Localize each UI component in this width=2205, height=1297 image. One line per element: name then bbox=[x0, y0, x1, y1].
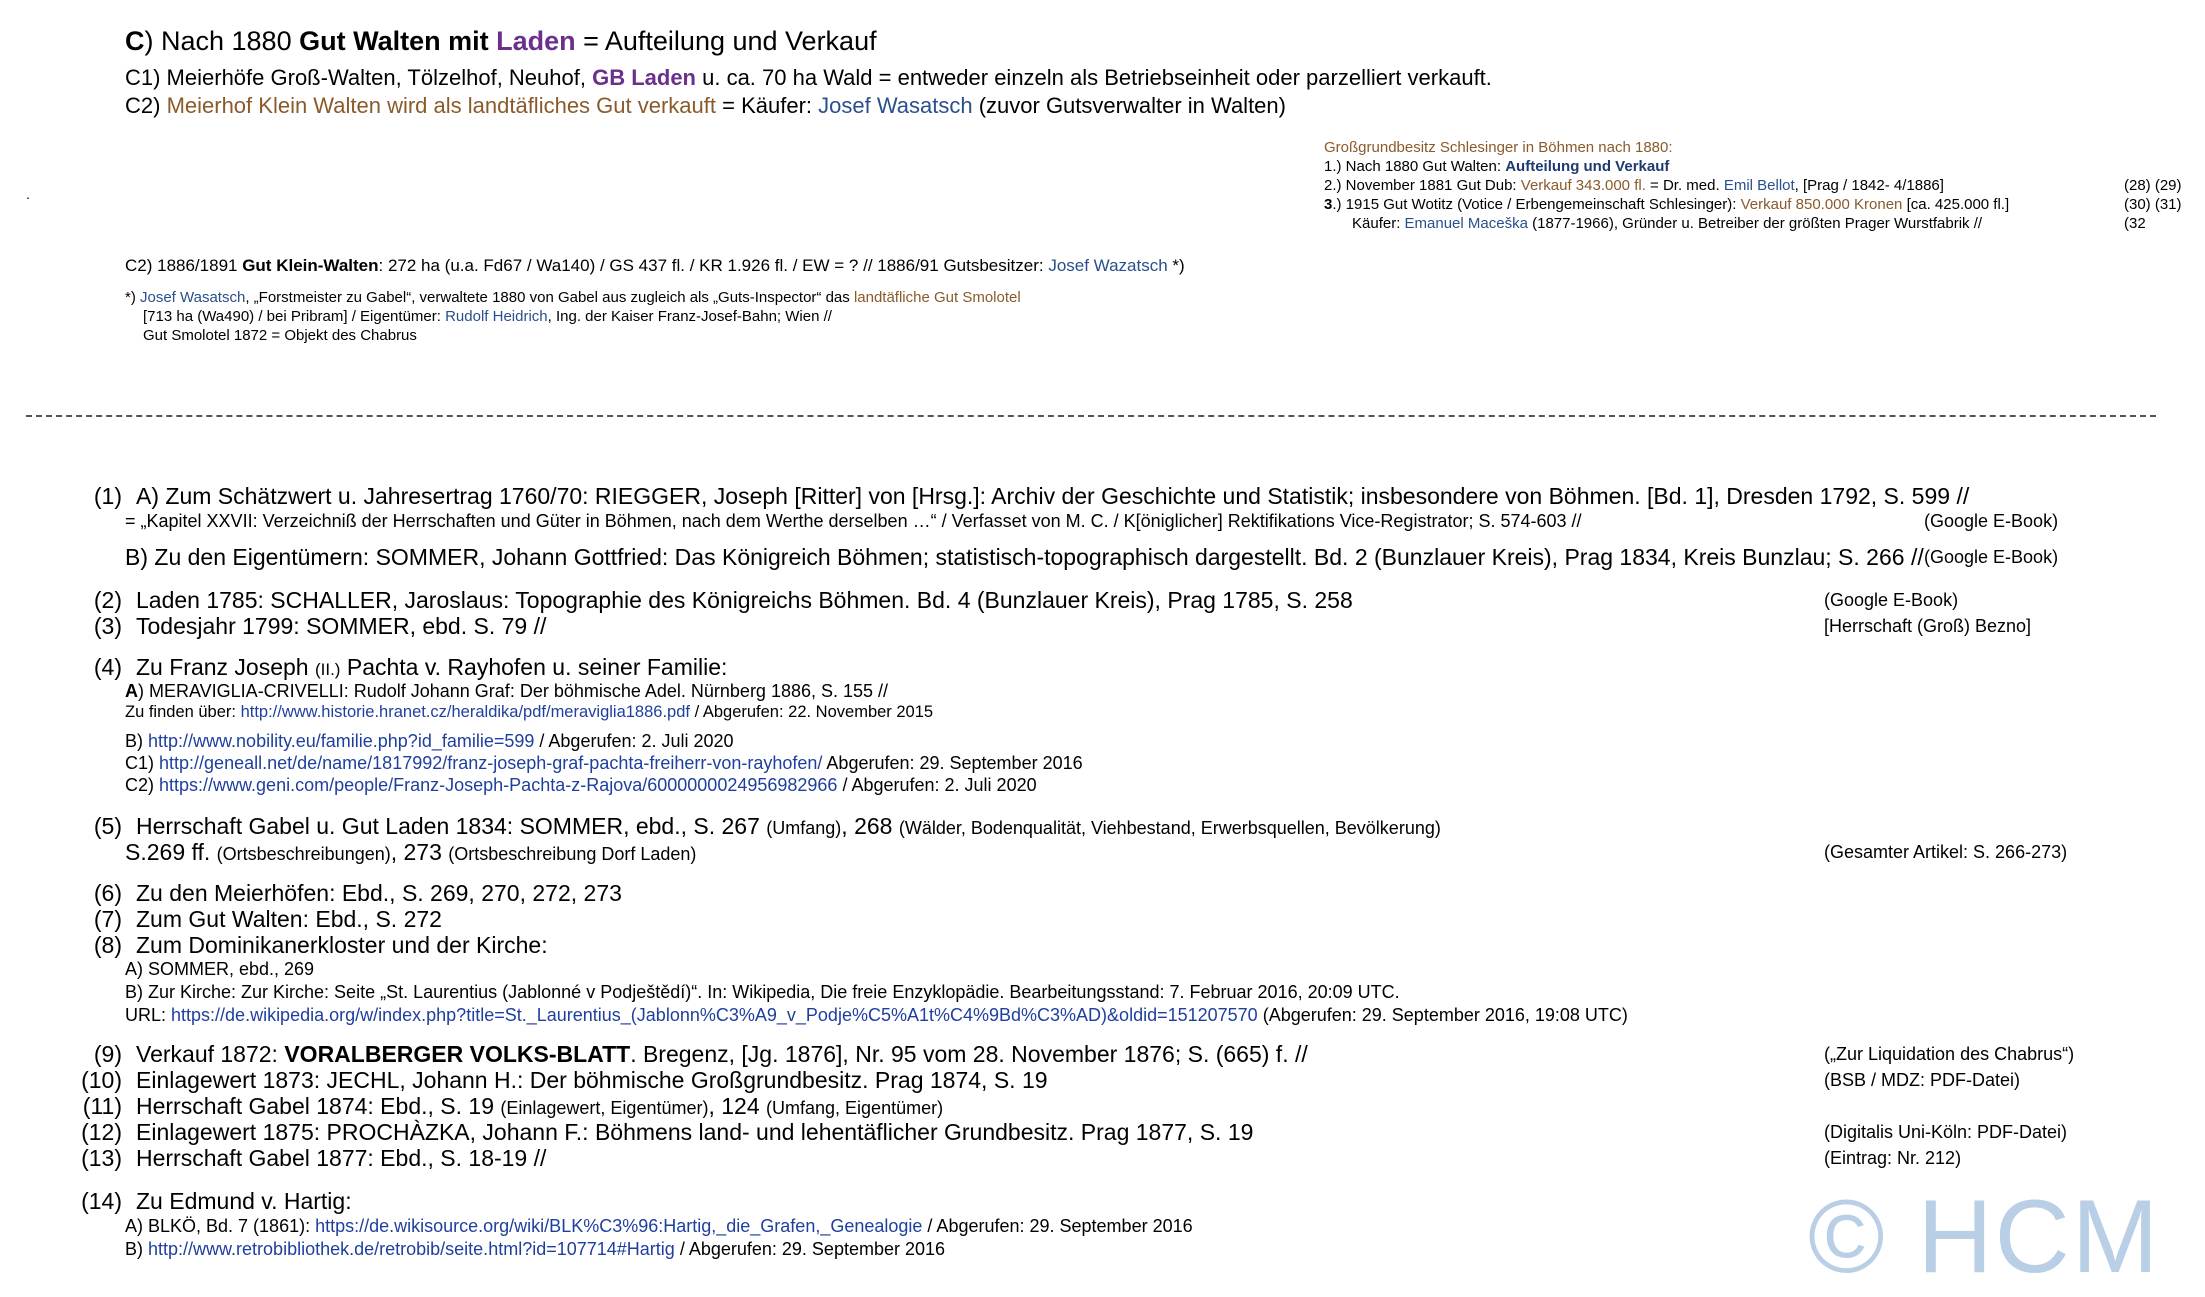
ref-5: (5) Herrschaft Gabel u. Gut Laden 1834: SOMMER, ebd., S. 267 (Umfang), 268 (Wälder, Bodenqualität, Viehbestand, Erwerbsquellen, Bevölkerung) bbox=[93, 813, 1441, 839]
ref-2-note: (Google E-Book) bbox=[1824, 590, 1959, 610]
sidebox-line-2: 2.) November 1881 Gut Dub: Verkauf 343.000 fl. = Dr. med. Emil Bellot, [Prag / 1842- 4/1886] bbox=[1324, 177, 1944, 194]
c1-line: C1) Meierhöfe Groß-Walten, Tölzelhof, Neuhof, GB Laden u. ca. 70 ha Wald = entweder einzeln als Betriebseinheit oder parzelliert verkauft. bbox=[125, 65, 1492, 90]
ref-4-c1-link[interactable]: http://geneall.net/de/name/1817992/franz-joseph-graf-pachta-freiherr-von-rayhofen/ bbox=[159, 753, 823, 773]
ref-8-link[interactable]: https://de.wikipedia.org/w/index.php?title=St._Laurentius_(Jablonn%C3%A9_v_Podje%C5%A1t%C4%9Bd%C3%AD)&oldid=151207570 bbox=[171, 1005, 1258, 1025]
ref-8: (8) Zum Dominikanerkloster und der Kirche: bbox=[93, 932, 548, 958]
ref-10-note: (BSB / MDZ: PDF-Datei) bbox=[1824, 1070, 2021, 1090]
ref-14-a: A) BLKÖ, Bd. 7 (1861): https://de.wikisource.org/wiki/BLK%C3%96:Hartig,_die_Grafen,_Genealogie / Abgerufen: 29. September 2016 bbox=[125, 1216, 1193, 1236]
ref-13: (13) Herrschaft Gabel 1877: Ebd., S. 18-19 // bbox=[81, 1145, 547, 1171]
ref-4-b: B) http://www.nobility.eu/familie.php?id_familie=599 / Abgerufen: 2. Juli 2020 bbox=[125, 731, 734, 751]
copyright-watermark: © HCM bbox=[1808, 1179, 2161, 1295]
ref-4-c1: C1) http://geneall.net/de/name/1817992/franz-joseph-graf-pachta-freiherr-von-rayhofen/ Abgerufen: 29. September 2016 bbox=[125, 753, 1083, 773]
ref-7: (7) Zum Gut Walten: Ebd., S. 272 bbox=[93, 906, 442, 932]
ref-4-a-link[interactable]: http://www.historie.hranet.cz/heraldika/pdf/meraviglia1886.pdf bbox=[240, 703, 690, 721]
ref-12-note: (Digitalis Uni-Köln: PDF-Datei) bbox=[1824, 1122, 2068, 1142]
c2-detail-line: C2) 1886/1891 Gut Klein-Walten: 272 ha (u.a. Fd67 / Wa140) / GS 437 fl. / KR 1.926 fl. / EW = ? // 1886/91 Gutsbesitzer: Josef Wazatsch *) bbox=[125, 256, 1185, 275]
sidebox-title: Großgrundbesitz Schlesinger in Böhmen nach 1880: bbox=[1324, 139, 1673, 156]
ref-1-sub: = „Kapitel XXVII: Verzeichniß der Herrschaften und Güter in Böhmen, nach dem Werthe derselben …“ / Verfasset von M. C. / K[öniglicher] Rektifikations Vice-Registrator; S. 574-603 // bbox=[125, 511, 1582, 531]
ref-4-a-url: Zu finden über: http://www.historie.hranet.cz/heraldika/pdf/meraviglia1886.pdf / Abgerufen: 22. November 2015 bbox=[125, 703, 934, 721]
ref-5-b: S.269 ff. (Ortsbeschreibungen), 273 (Ortsbeschreibung Dorf Laden) bbox=[125, 839, 697, 865]
ref-3: (3) Todesjahr 1799: SOMMER, ebd. S. 79 // bbox=[93, 613, 547, 639]
c-letter: C bbox=[125, 26, 145, 56]
sidebox-line-4: Käufer: Emanuel Maceška (1877-1966), Gründer u. Betreiber der größten Prager Wurstfabrik // bbox=[1352, 215, 1983, 232]
ref-1-b: B) Zu den Eigentümern: SOMMER, Johann Gottfried: Das Königreich Böhmen; statistisch-topographisch dargestellt. Bd. 2 (Bunzlauer Kreis), Prag 1834, Kreis Bunzlau; S. 266 // bbox=[125, 544, 1924, 570]
footnote-line-1: *) Josef Wasatsch, „Forstmeister zu Gabel“, verwaltete 1880 von Gabel aus zugleich als „Guts-Inspector“ das landtäfliche Gut Smolotel bbox=[125, 289, 1021, 306]
dashed-separator bbox=[26, 415, 2156, 417]
sidebox-ref-4: (32 bbox=[2124, 215, 2146, 232]
ref-1: (1) A) Zum Schätzwert u. Jahresertrag 1760/70: RIEGGER, Joseph [Ritter] von [Hrsg.]: Archiv der Geschichte und Statistik; insbesondere von Böhmen. [Bd. 1], Dresden 1792, S. 599 // bbox=[93, 483, 1970, 509]
ref-11: (11) Herrschaft Gabel 1874: Ebd., S. 19 (Einlagewert, Eigentümer), 124 (Umfang, Eigentümer) bbox=[82, 1093, 944, 1119]
ref-6: (6) Zu den Meierhöfen: Ebd., S. 269, 270, 272, 273 bbox=[93, 880, 622, 906]
ref-4-c2-link[interactable]: https://www.geni.com/people/Franz-Joseph-Pachta-z-Rajova/6000000024956982966 bbox=[159, 775, 838, 795]
ref-4-b-link[interactable]: http://www.nobility.eu/familie.php?id_familie=599 bbox=[148, 731, 535, 751]
ref-4-a: A) MERAVIGLIA-CRIVELLI: Rudolf Johann Graf: Der böhmische Adel. Nürnberg 1886, S. 155 // bbox=[125, 681, 889, 701]
sidebox-ref-2: (28) (29) bbox=[2124, 177, 2182, 194]
ref-13-note: (Eintrag: Nr. 212) bbox=[1824, 1148, 1962, 1168]
sidebox-line-1: 1.) Nach 1880 Gut Walten: Aufteilung und Verkauf bbox=[1324, 158, 1670, 175]
ref-8-a: A) SOMMER, ebd., 269 bbox=[125, 959, 315, 979]
ref-9: (9) Verkauf 1872: VORALBERGER VOLKS-BLATT. Bregenz, [Jg. 1876], Nr. 95 vom 28. November 1876; S. (665) f. // bbox=[93, 1041, 1308, 1067]
ref-8-b: B) Zur Kirche: Zur Kirche: Seite „St. Laurentius (Jablonné v Podještědí)“. In: Wikipedia, Die freie Enzyklopädie. Bearbeitungsstand: 7. Februar 2016, 20:09 UTC. bbox=[125, 982, 1400, 1002]
ref-8-url: URL: https://de.wikipedia.org/w/index.php?title=St._Laurentius_(Jablonn%C3%A9_v_Podje%C5%A1t%C4%9Bd%C3%AD)&oldid=151207570 (Abgerufen: 29. September 2016, 19:08 UTC) bbox=[125, 1005, 1628, 1025]
ref-14-b: B) http://www.retrobibliothek.de/retrobib/seite.html?id=107714#Hartig / Abgerufen: 29. September 2016 bbox=[125, 1239, 946, 1259]
ref-14: (14) Zu Edmund v. Hartig: bbox=[81, 1188, 352, 1214]
ref-5-note: (Gesamter Artikel: S. 266-273) bbox=[1824, 842, 2068, 862]
ref-14-a-link[interactable]: https://de.wikisource.org/wiki/BLK%C3%96:Hartig,_die_Grafen,_Genealogie bbox=[315, 1216, 923, 1236]
sidebox-line-3: 3.) 1915 Gut Wotitz (Votice / Erbengemeinschaft Schlesinger): Verkauf 850.000 Kronen [ca. 425.000 fl.] bbox=[1324, 196, 2010, 213]
ref-12: (12) Einlagewert 1875: PROCHÀZKA, Johann F.: Böhmens land- und lehentäflicher Grundbesitz. Prag 1877, S. 19 bbox=[81, 1119, 1254, 1145]
ref-4-c2: C2) https://www.geni.com/people/Franz-Joseph-Pachta-z-Rajova/6000000024956982966 / Abgerufen: 2. Juli 2020 bbox=[125, 775, 1037, 795]
section-c-heading: C) Nach 1880 Gut Walten mit Laden = Aufteilung und Verkauf bbox=[125, 26, 877, 56]
ref-1-note: (Google E-Book) bbox=[1924, 511, 2059, 531]
ref-2: (2) Laden 1785: SCHALLER, Jaroslaus: Topographie des Königreichs Böhmen. Bd. 4 (Bunzlauer Kreis), Prag 1785, S. 258 bbox=[93, 587, 1353, 613]
ref-9-note: („Zur Liquidation des Chabrus“) bbox=[1824, 1044, 2075, 1064]
ref-10: (10) Einlagewert 1873: JECHL, Johann H.: Der böhmische Großgrundbesitz. Prag 1874, S. 19 bbox=[81, 1067, 1048, 1093]
footnote-line-2: [713 ha (Wa490) / bei Pribram] / Eigentümer: Rudolf Heidrich, Ing. der Kaiser Franz-Josef-Bahn; Wien // bbox=[143, 308, 832, 325]
ref-1-b-note: (Google E-Book) bbox=[1924, 547, 2059, 567]
stray-dot: . bbox=[26, 186, 30, 202]
c2-line: C2) Meierhof Klein Walten wird als landtäfliches Gut verkauft = Käufer: Josef Wasatsch (zuvor Gutsverwalter in Walten) bbox=[125, 93, 1286, 118]
footnote-line-3: Gut Smolotel 1872 = Objekt des Chabrus bbox=[143, 327, 417, 344]
ref-3-note: [Herrschaft (Groß) Bezno] bbox=[1824, 616, 2032, 636]
sidebox-ref-3: (30) (31) bbox=[2124, 196, 2182, 213]
ref-14-b-link[interactable]: http://www.retrobibliothek.de/retrobib/seite.html?id=107714#Hartig bbox=[148, 1239, 675, 1259]
ref-4: (4) Zu Franz Joseph (II.) Pachta v. Rayhofen u. seiner Familie: bbox=[93, 654, 728, 680]
